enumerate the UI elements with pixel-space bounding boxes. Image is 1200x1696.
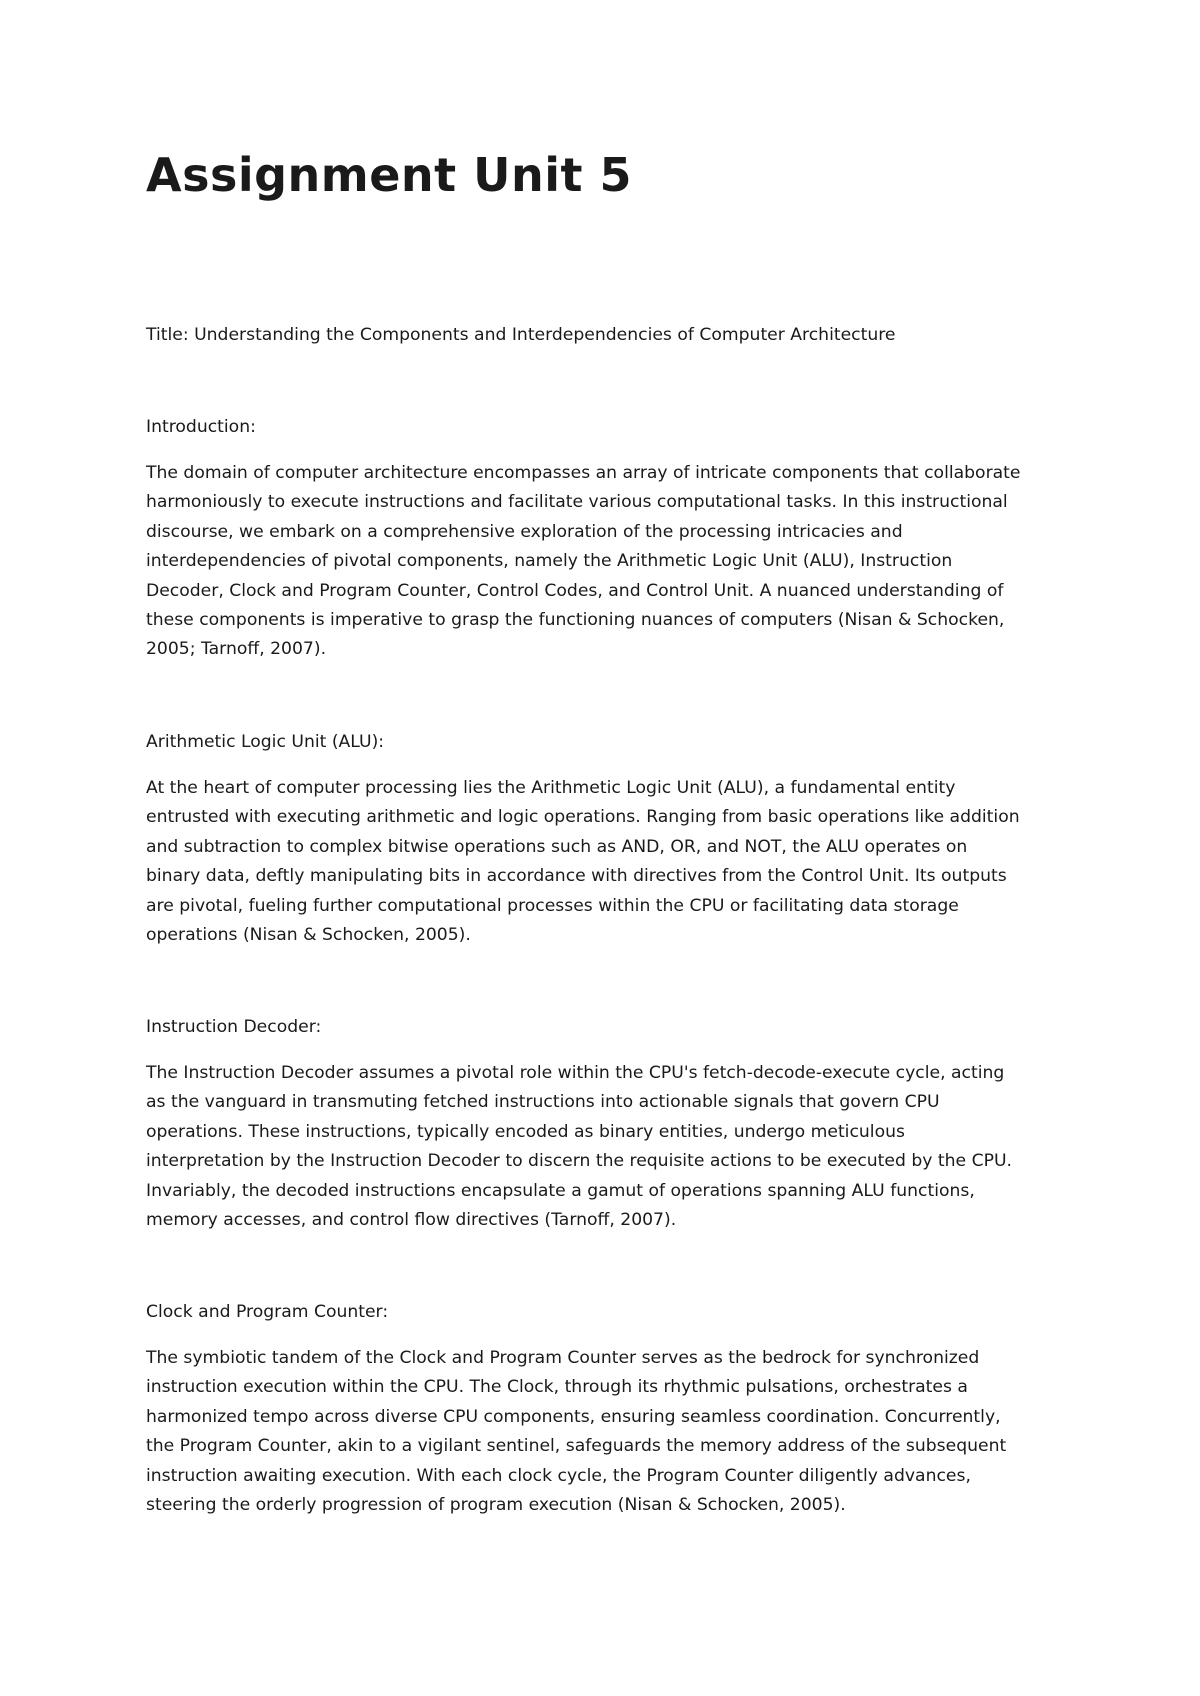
text-line: 2005; Tarnoff, 2007). <box>146 639 327 660</box>
section-body-clock-program-counter <box>146 1344 1066 1520</box>
text-line: instruction awaiting execution. With each clock cycle, the Program Counter diligently advances, <box>146 1465 971 1486</box>
section-heading-instruction-decoder: Instruction Decoder: <box>146 1017 322 1037</box>
text-line: interpretation by the Instruction Decoder to discern the requisite actions to be executed by the CPU. <box>146 1151 1012 1172</box>
text-line: binary data, deftly manipulating bits in accordance with directives from the Control Unit. Its outputs <box>146 866 1007 887</box>
document-subtitle: Title: Understanding the Components and Interdependencies of Computer Architecture <box>146 325 896 345</box>
text-line: harmoniously to execute instructions and facilitate various computational tasks. In this instructional <box>146 492 1008 513</box>
text-line: instruction execution within the CPU. The Clock, through its rhythmic pulsations, orchestrates a <box>146 1377 968 1398</box>
section-body-introduction <box>146 459 1066 665</box>
section-heading-introduction: Introduction: <box>146 417 256 437</box>
text-line: these components is imperative to grasp the functioning nuances of computers (Nisan & Schocken, <box>146 610 1005 631</box>
text-line: entrusted with executing arithmetic and logic operations. Ranging from basic operations like addition <box>146 807 1020 828</box>
text-line: memory accesses, and control flow directives (Tarnoff, 2007). <box>146 1210 677 1231</box>
text-line: steering the orderly progression of program execution (Nisan & Schocken, 2005). <box>146 1495 846 1516</box>
text-line: are pivotal, fueling further computational processes within the CPU or facilitating data storage <box>146 895 959 916</box>
section-body-alu <box>146 774 1066 950</box>
text-line: interdependencies of pivotal components, namely the Arithmetic Logic Unit (ALU), Instruction <box>146 551 953 572</box>
section-body-instruction-decoder <box>146 1059 1066 1235</box>
text-line: and subtraction to complex bitwise operations such as AND, OR, and NOT, the ALU operates on <box>146 836 968 857</box>
text-line: The symbiotic tandem of the Clock and Program Counter serves as the bedrock for synchronized <box>146 1348 980 1368</box>
section-heading-alu: Arithmetic Logic Unit (ALU): <box>146 732 385 752</box>
text-line: Invariably, the decoded instructions encapsulate a gamut of operations spanning ALU functions, <box>146 1180 975 1201</box>
document-title: Assignment Unit 5 <box>146 148 633 202</box>
text-line: operations (Nisan & Schocken, 2005). <box>146 925 471 946</box>
text-line: At the heart of computer processing lies the Arithmetic Logic Unit (ALU), a fundamental entity <box>146 778 956 798</box>
text-line: Decoder, Clock and Program Counter, Control Codes, and Control Unit. A nuanced understanding of <box>146 580 1004 601</box>
text-line: The domain of computer architecture encompasses an array of intricate components that collaborate <box>146 463 1021 483</box>
text-line: the Program Counter, akin to a vigilant sentinel, safeguards the memory address of the subsequent <box>146 1436 1007 1457</box>
text-line: harmonized tempo across diverse CPU components, ensuring seamless coordination. Concurrently, <box>146 1406 1001 1427</box>
text-line: operations. These instructions, typically encoded as binary entities, undergo meticulous <box>146 1121 905 1142</box>
section-heading-clock-program-counter: Clock and Program Counter: <box>146 1302 389 1322</box>
text-line: discourse, we embark on a comprehensive exploration of the processing intricacies and <box>146 521 903 542</box>
text-line: as the vanguard in transmuting fetched instructions into actionable signals that govern CPU <box>146 1092 940 1113</box>
text-line: The Instruction Decoder assumes a pivotal role within the CPU's fetch-decode-execute cycle, acting <box>146 1063 1005 1083</box>
